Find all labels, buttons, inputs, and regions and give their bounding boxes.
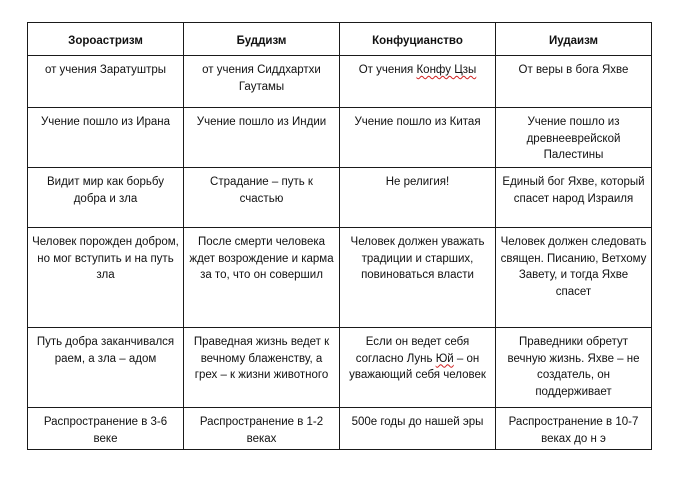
table-cell: Учение пошло из Ирана (28, 108, 184, 168)
table-cell: Праведники обретут вечную жизнь. Яхве – не создатель, он поддерживает (496, 328, 652, 408)
table-row-afterlife (28, 328, 652, 408)
table-cell: Праведная жизнь ведет к вечному блаженству, а грех – к жизни животного (184, 328, 340, 408)
table-cell: Учение пошло из Индии (184, 108, 340, 168)
table-cell: Человек должен следовать священ. Писанию, Ветхому Завету, и тогда Яхве спасет (496, 228, 652, 328)
table-cell: От веры в бога Яхве (496, 56, 652, 108)
table-cell: Учение пошло из древнееврейской Палестины (496, 108, 652, 168)
cell-text: Если он ведет себя согласно Лунь (355, 336, 470, 365)
table-cell: Учение пошло из Китая (340, 108, 496, 168)
table-cell: Распространение в 1-2 веках (184, 408, 340, 450)
header-zoroastrianism: Зороастризм (28, 23, 184, 56)
table-cell: Не религия! (340, 168, 496, 228)
table-cell: Человек порожден добром, но мог вступить и на путь зла (28, 228, 184, 328)
table-cell: Видит мир как борьбу добра и зла (28, 168, 184, 228)
table-cell: После смерти человека ждет возрождение и карма за то, что он совершил (184, 228, 340, 328)
table-cell: Распространение в 10-7 веках до н э (496, 408, 652, 450)
table-cell (340, 56, 496, 108)
table-row-human (28, 228, 652, 328)
table-row-region (28, 108, 652, 168)
table-cell: Страдание – путь к счастью (184, 168, 340, 228)
spellcheck-flagged-word: Юй (435, 352, 454, 365)
table-cell: Распространение в 3-6 веке (28, 408, 184, 450)
table-cell: Единый бог Яхве, который спасет народ Израиля (496, 168, 652, 228)
header-confucianism: Конфуцианство (340, 23, 496, 56)
table-cell: Путь добра заканчивался раем, а зла – адом (28, 328, 184, 408)
table-cell: Человек должен уважать традиции и старших, повиноваться власти (340, 228, 496, 328)
cell-text: – он уважающий себя человек (349, 352, 486, 381)
table-row-worldview (28, 168, 652, 228)
table-row-spread (28, 408, 652, 450)
header-judaism: Иудаизм (496, 23, 652, 56)
spellcheck-flagged-word: Конфу Цзы (416, 64, 477, 76)
table-cell: от учения Сиддхартхи Гаутамы (184, 56, 340, 108)
table-row-origin (28, 56, 652, 108)
header-buddhism: Буддизм (184, 23, 340, 56)
table-cell (340, 328, 496, 408)
religions-comparison-table (27, 22, 652, 450)
table-cell: от учения Заратуштры (28, 56, 184, 108)
table-cell: 500е годы до нашей эры (340, 408, 496, 450)
header-row (28, 23, 652, 56)
cell-text: От учения (358, 64, 417, 76)
